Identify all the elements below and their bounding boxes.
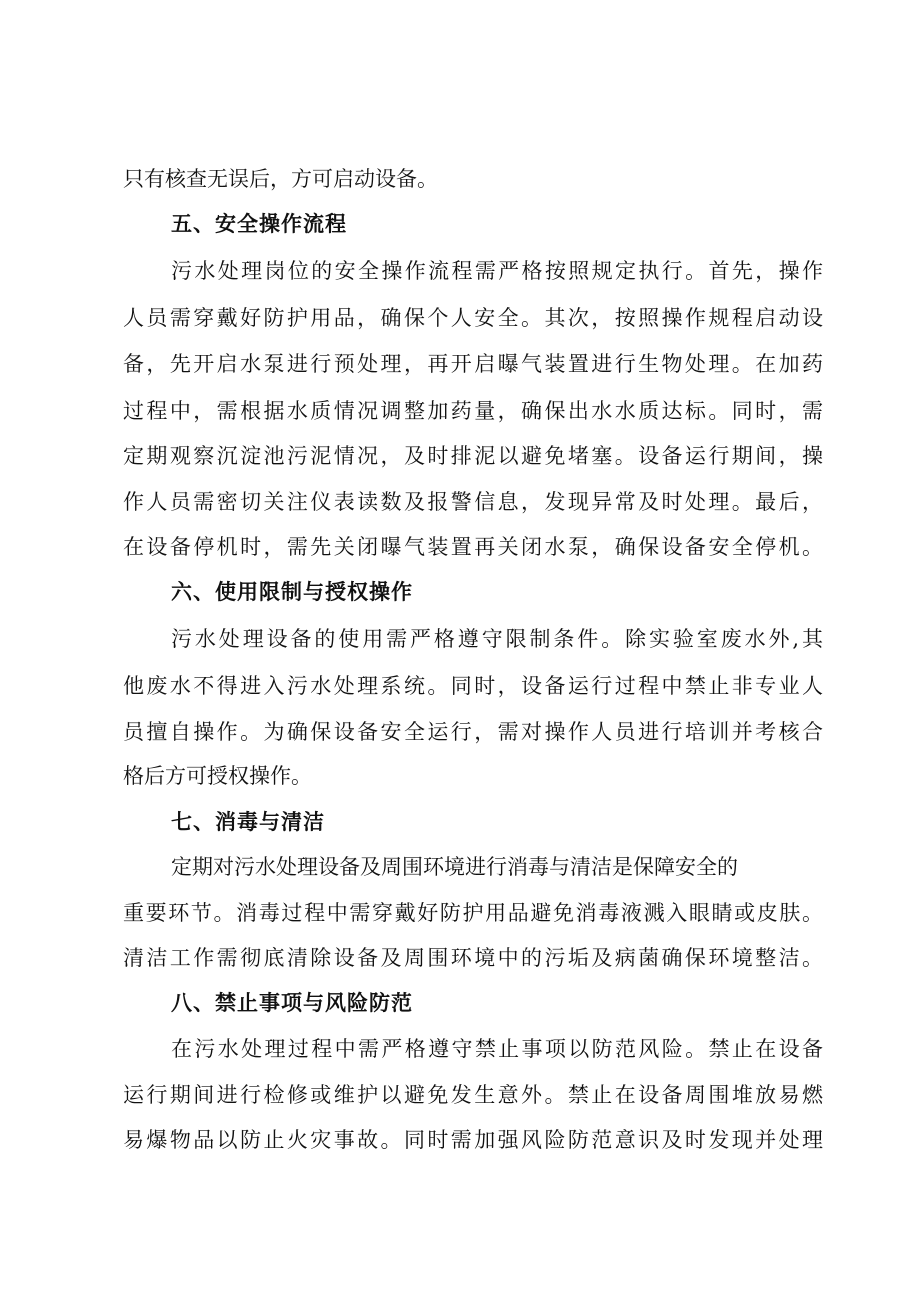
section-heading-7: 七、消毒与清洁: [171, 809, 325, 834]
section-6-line-4: 格后方可授权操作。: [123, 764, 312, 788]
section-7-line-3: 清洁工作需彻底清除设备及周围环境中的污垢及病菌确保环境整洁。: [123, 946, 823, 970]
section-heading-5: 五、安全操作流程: [171, 211, 347, 236]
section-6-line-3: 员擅自操作。为确保设备安全运行，需对操作人员进行培训并考核合: [123, 720, 823, 744]
section-5-line-7: 在设备停机时，需先关闭曝气装置再关闭水泵，确保设备安全停机。: [123, 535, 823, 559]
section-8-line-1: 在污水处理过程中需严格遵守禁止事项以防范风险。禁止在设备: [171, 1037, 823, 1061]
section-5-line-6: 作人员需密切关注仪表读数及报警信息，发现异常及时处理。最后，: [123, 490, 823, 514]
section-5-line-4: 过程中，需根据水质情况调整加药量，确保出水水质达标。同时，需: [123, 399, 823, 423]
section-6-line-1: 污水处理设备的使用需严格遵守限制条件。除实验室废水外,其: [171, 627, 823, 651]
section-5-line-5: 定期观察沉淀池污泥情况，及时排泥以避免堵塞。设备运行期间，操: [123, 444, 823, 468]
section-5-line-3: 备，先开启水泵进行预处理，再开启曝气装置进行生物处理。在加药: [123, 352, 823, 376]
section-8-line-2: 运行期间进行检修或维护以避免发生意外。禁止在设备周围堆放易燃: [123, 1083, 823, 1107]
section-heading-8: 八、禁止事项与风险防范: [171, 990, 413, 1015]
section-7-line-2: 重要环节。消毒过程中需穿戴好防护用品避免消毒液溅入眼睛或皮肤。: [123, 901, 823, 925]
section-6-line-2: 他废水不得进入污水处理系统。同时，设备运行过程中禁止非专业人: [123, 674, 823, 698]
section-5-line-2: 人员需穿戴好防护用品，确保个人安全。其次，按照操作规程启动设: [123, 306, 823, 330]
section-8-line-3: 易爆物品以防止火灾事故。同时需加强风险防范意识及时发现并处理: [123, 1128, 823, 1152]
intro-line: 只有核查无误后，方可启动设备。: [123, 167, 438, 191]
section-heading-6: 六、使用限制与授权操作: [171, 579, 413, 604]
section-7-line-1: 定期对污水处理设备及周围环境进行消毒与清洁是保障安全的: [171, 855, 738, 879]
section-5-line-1: 污水处理岗位的安全操作流程需严格按照规定执行。首先，操作: [171, 259, 823, 283]
